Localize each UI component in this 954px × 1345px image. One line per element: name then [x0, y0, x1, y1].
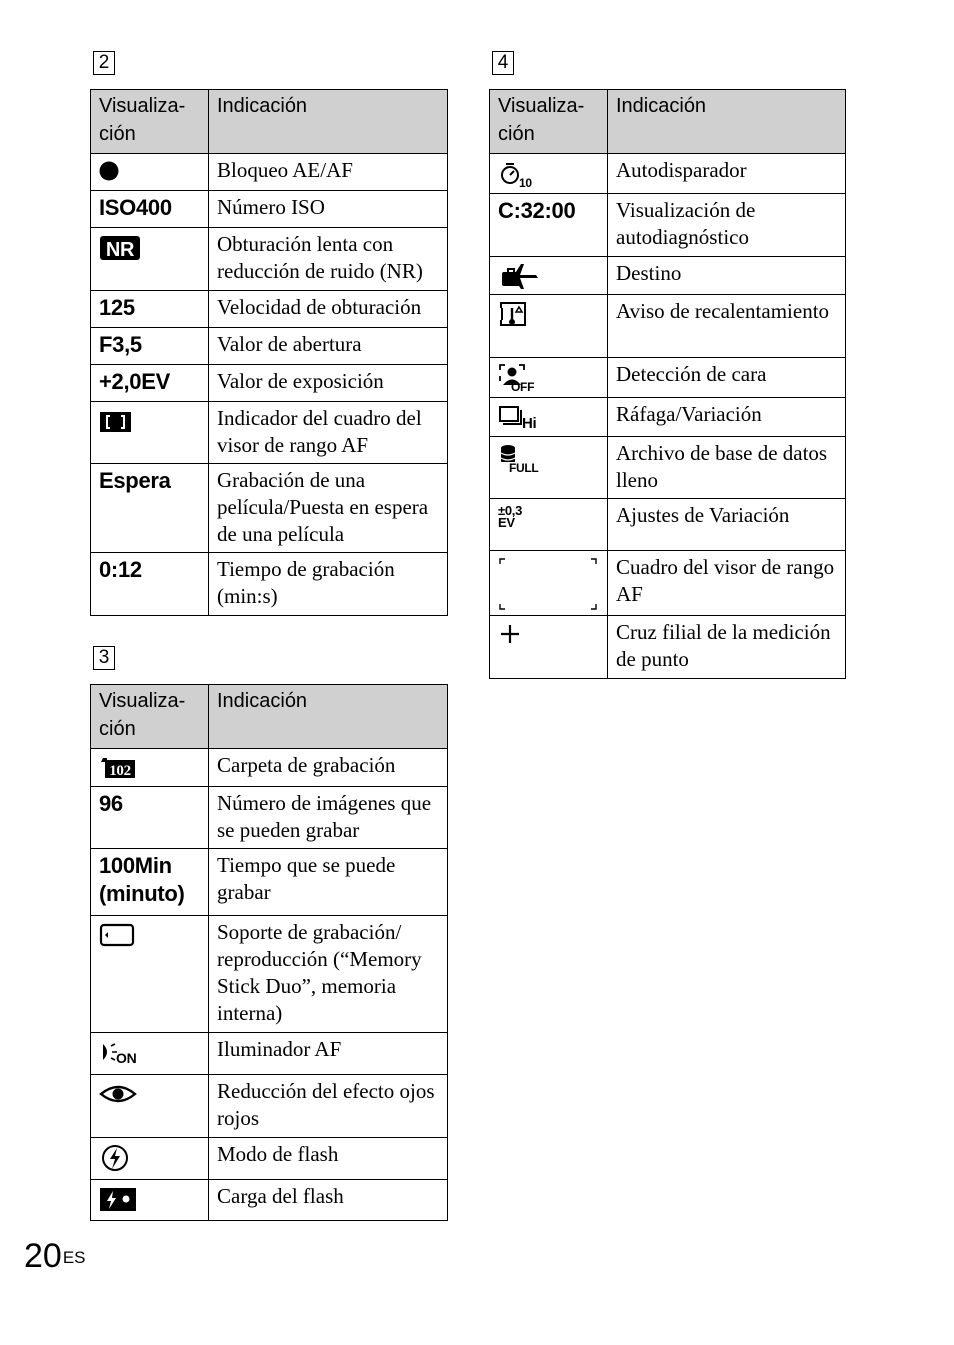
indication-text: Reducción del efecto ojos rojos — [209, 1075, 448, 1138]
indication-text: Valor de exposición — [209, 365, 448, 402]
indication-text: Grabación de una película/Puesta en espera de una película — [209, 464, 448, 553]
table-row — [490, 358, 846, 398]
table-row — [490, 616, 846, 679]
af-range-finder-indicator-icon — [99, 407, 133, 433]
table-row — [490, 295, 846, 358]
section-number: 3 — [93, 646, 115, 670]
af-range-finder-frame-icon — [496, 555, 600, 613]
display-text: 96 — [91, 787, 209, 849]
page-number-value: 20 — [24, 1237, 62, 1275]
table-row — [91, 464, 448, 553]
indicator-table-4 — [489, 89, 846, 679]
spot-metering-cross-icon — [498, 621, 526, 649]
table-row — [91, 191, 448, 228]
header-display: Visualiza-ción — [91, 685, 209, 749]
display-text: 0:12 — [91, 553, 209, 616]
indication-text: Visualización de autodiagnóstico — [608, 194, 846, 257]
flash-mode-icon — [99, 1143, 131, 1173]
section-number: 4 — [492, 51, 514, 75]
indication-text: Detección de cara — [608, 358, 846, 398]
table-header-row — [490, 90, 846, 154]
indication-text: Número de imágenes que se pueden grabar — [209, 787, 448, 849]
indication-text: Archivo de base de datos lleno — [608, 437, 846, 499]
indication-text: Soporte de grabación/ reproducción (“Memory Stick Duo”, memoria interna) — [209, 916, 448, 1033]
table-row — [91, 916, 448, 1033]
indication-text: Ajustes de Variación — [608, 499, 846, 551]
indication-text: Ráfaga/Variación — [608, 398, 846, 437]
face-detection-state: OFF — [511, 380, 535, 393]
indication-text: Modo de flash — [209, 1138, 448, 1180]
display-text: 125 — [91, 291, 209, 328]
display-text: C:32:00 — [490, 194, 608, 257]
table-row — [490, 257, 846, 295]
indication-text: Tiempo de grabación (min:s) — [209, 553, 448, 616]
table-row — [490, 551, 846, 616]
table-header-row — [91, 685, 448, 749]
display-text: Espera — [91, 464, 209, 553]
header-indication: Indicación — [209, 685, 448, 749]
indication-text: Carpeta de grabación — [209, 749, 448, 787]
table-row — [91, 154, 448, 191]
database-status: FULL — [509, 461, 539, 474]
table-row — [490, 154, 846, 194]
indication-text: Destino — [608, 257, 846, 295]
indicator-table-3 — [90, 684, 448, 1221]
indication-text: Cuadro del visor de rango AF — [608, 551, 846, 616]
page-number — [24, 1236, 86, 1276]
header-indication: Indicación — [608, 90, 846, 154]
burst-speed-label: Hi — [522, 415, 537, 431]
af-illuminator-state: ON — [116, 1050, 137, 1066]
burst-hi-icon — [498, 403, 544, 431]
display-text: F3,5 — [91, 328, 209, 365]
destination-icon — [498, 262, 540, 290]
flash-charge-icon — [99, 1185, 139, 1213]
self-timer-seconds: 10 — [519, 176, 532, 189]
table-row — [490, 499, 846, 551]
indication-text: Bloqueo AE/AF — [209, 154, 448, 191]
af-illuminator-icon — [99, 1038, 145, 1066]
indication-text: Obturación lenta con reducción de ruido (NR) — [209, 228, 448, 291]
bracket-step-icon: ±0,3 EV — [498, 503, 523, 530]
table-row — [91, 402, 448, 464]
table-row — [91, 749, 448, 787]
indication-text: Iluminador AF — [209, 1033, 448, 1075]
table-row — [91, 1033, 448, 1075]
header-display: Visualiza-ción — [490, 90, 608, 154]
recording-folder-icon — [99, 754, 139, 780]
section-number: 2 — [93, 51, 115, 75]
table-row — [91, 1180, 448, 1221]
indication-text: Tiempo que se puede grabar — [209, 849, 448, 916]
table-row — [91, 553, 448, 616]
table-row — [91, 849, 448, 916]
header-display: Visualiza-ción — [91, 90, 209, 154]
table-row — [490, 437, 846, 499]
memory-stick-icon — [99, 921, 137, 947]
red-eye-reduction-icon — [99, 1080, 139, 1108]
table-row — [91, 787, 448, 849]
indication-text: Velocidad de obturación — [209, 291, 448, 328]
header-indication: Indicación — [209, 90, 448, 154]
indication-text: Autodisparador — [608, 154, 846, 194]
database-full-icon — [498, 442, 544, 474]
self-timer-icon — [498, 159, 538, 189]
folder-number: 102 — [109, 763, 131, 779]
overheat-warning-icon — [498, 300, 530, 330]
indication-text: Valor de abertura — [209, 328, 448, 365]
table-row — [91, 1075, 448, 1138]
ae-af-lock-icon — [99, 159, 123, 183]
svg-text:NR: NR — [105, 239, 135, 261]
nr-icon — [99, 233, 143, 261]
display-text: 100Min (minuto) — [91, 849, 209, 916]
table-row — [91, 291, 448, 328]
display-text: ISO400 — [91, 191, 209, 228]
display-text: +2,0EV — [91, 365, 209, 402]
table-row — [91, 228, 448, 291]
indication-text: Carga del flash — [209, 1180, 448, 1221]
indication-text: Indicador del cuadro del visor de rango AF — [209, 402, 448, 464]
indication-text: Cruz filial de la medición de punto — [608, 616, 846, 679]
table-row — [490, 398, 846, 437]
indicator-table-2 — [90, 89, 448, 616]
table-row — [91, 328, 448, 365]
table-row — [490, 194, 846, 257]
page-language-suffix: ES — [62, 1248, 86, 1267]
face-detection-off-icon — [498, 363, 540, 393]
table-header-row — [91, 90, 448, 154]
indication-text: Número ISO — [209, 191, 448, 228]
indication-text: Aviso de recalentamiento — [608, 295, 846, 358]
table-row — [91, 1138, 448, 1180]
table-row — [91, 365, 448, 402]
